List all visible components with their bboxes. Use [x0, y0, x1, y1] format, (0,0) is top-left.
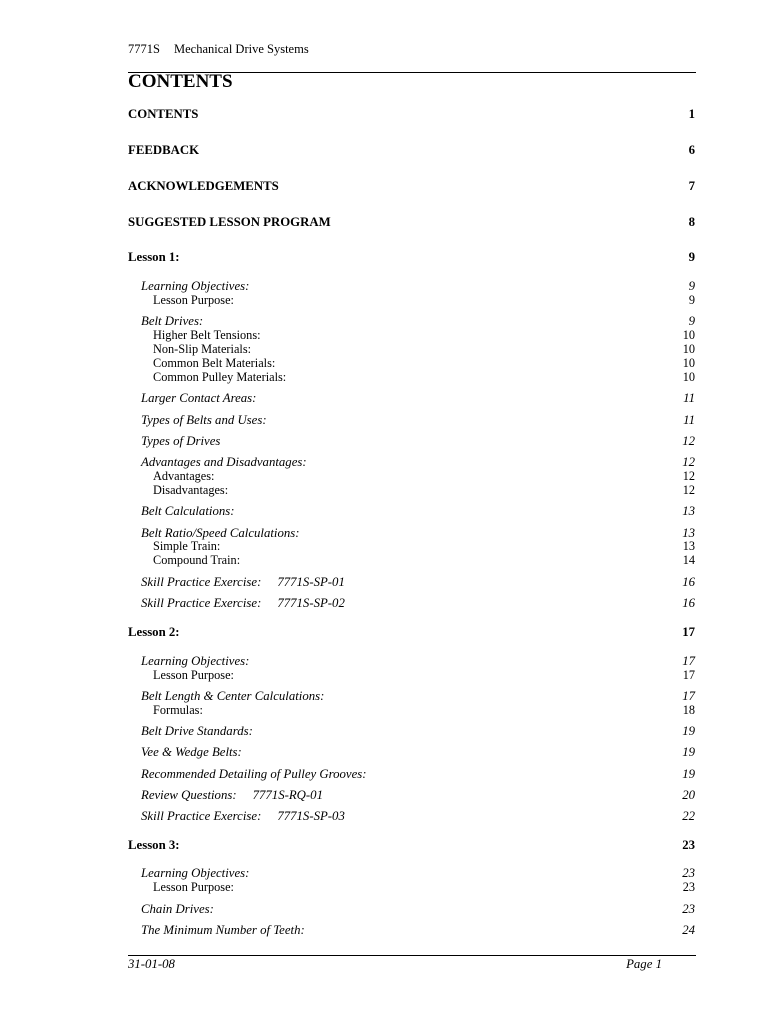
- toc-entry-title: Belt Ratio/Speed Calculations:: [141, 526, 300, 540]
- toc-entry-title: Non-Slip Materials:: [153, 342, 252, 356]
- toc-entry-title: Learning Objectives:: [141, 279, 250, 293]
- toc-entry-title: Lesson 2:: [128, 625, 180, 639]
- toc-entry-title: ACKNOWLEDGEMENTS: [128, 179, 279, 193]
- toc-entry-page: 13: [682, 526, 695, 540]
- toc-entry-page: 23: [682, 838, 695, 852]
- toc-entry-page: 9: [688, 279, 695, 293]
- toc-entry[interactable]: [0, 250, 768, 266]
- toc-entry-page: 10: [682, 342, 695, 356]
- toc-entry-title: Common Belt Materials:: [153, 356, 276, 370]
- toc-entry[interactable]: [0, 413, 768, 429]
- toc-entry[interactable]: [0, 434, 768, 450]
- toc-entry[interactable]: [0, 179, 768, 195]
- page-title: CONTENTS: [128, 71, 233, 92]
- toc-entry-page: 17: [682, 668, 695, 682]
- toc-entry[interactable]: [0, 745, 768, 761]
- toc-entry-page: 13: [682, 539, 695, 553]
- toc-entry[interactable]: [0, 809, 768, 825]
- toc-entry-page: 22: [682, 809, 695, 823]
- toc-entry-page: 9: [688, 293, 695, 307]
- toc-entry[interactable]: [0, 880, 768, 896]
- toc-entry-title-text: Review Questions:: [141, 788, 237, 802]
- toc-entry-title: Chain Drives:: [141, 902, 214, 916]
- toc-entry-title: SUGGESTED LESSON PROGRAM: [128, 215, 331, 229]
- toc-entry-title-text: Skill Practice Exercise:: [141, 575, 262, 589]
- exercise-ref: 7771S-SP-01: [277, 575, 345, 589]
- toc-entry-title: Advantages and Disadvantages:: [141, 455, 307, 469]
- toc-entry-page: 12: [682, 434, 695, 448]
- toc-entry-page: 23: [682, 866, 695, 880]
- toc-entry[interactable]: [0, 923, 768, 939]
- toc-entry-page: 9: [688, 314, 695, 328]
- toc-entry-page: 12: [682, 483, 695, 497]
- toc-entry-page: 14: [682, 553, 695, 567]
- toc-entry-title: Advantages:: [153, 469, 215, 483]
- toc-entry-title: Lesson 3:: [128, 838, 180, 852]
- toc-entry-title: Lesson Purpose:: [153, 293, 234, 307]
- toc-entry[interactable]: [0, 391, 768, 407]
- toc-entry-title: CONTENTS: [128, 107, 199, 121]
- toc-entry-title: [141, 575, 345, 590]
- toc-entry-title: Belt Length & Center Calculations:: [141, 689, 325, 703]
- toc-entry-title: Compound Train:: [153, 553, 241, 567]
- toc-entry-page: 17: [682, 625, 695, 639]
- toc-entry-title: Lesson Purpose:: [153, 880, 234, 894]
- toc-entry-page: 9: [688, 250, 695, 264]
- toc-entry[interactable]: [0, 504, 768, 520]
- footer-date: 31-01-08: [128, 957, 175, 971]
- toc-entry-title: Simple Train:: [153, 539, 221, 553]
- toc-entry-page: 19: [682, 745, 695, 759]
- toc-entry-title: Disadvantages:: [153, 483, 229, 497]
- toc-entry[interactable]: [0, 703, 768, 719]
- toc-entry[interactable]: [0, 838, 768, 854]
- toc-entry-title: Belt Drives:: [141, 314, 204, 328]
- toc-entry-title: [141, 788, 323, 803]
- toc-entry[interactable]: [0, 293, 768, 309]
- toc-entry-title: Recommended Detailing of Pulley Grooves:: [141, 767, 367, 781]
- toc-entry[interactable]: [0, 902, 768, 918]
- toc-entry[interactable]: [0, 143, 768, 159]
- footer-page-number: Page 1: [626, 957, 662, 971]
- toc-entry-page: 18: [682, 703, 695, 717]
- toc-entry[interactable]: [0, 553, 768, 569]
- toc-entry-title: Belt Drive Standards:: [141, 724, 253, 738]
- toc-entry-title: Larger Contact Areas:: [141, 391, 257, 405]
- toc-entry-title-text: Skill Practice Exercise:: [141, 596, 262, 610]
- toc-entry-title: Types of Belts and Uses:: [141, 413, 267, 427]
- toc-entry-title: Vee & Wedge Belts:: [141, 745, 242, 759]
- toc-entry-title: Learning Objectives:: [141, 654, 250, 668]
- toc-entry-page: 16: [682, 596, 695, 610]
- toc-entry-title: Types of Drives: [141, 434, 221, 448]
- course-title: Mechanical Drive Systems: [174, 42, 309, 56]
- toc-entry-page: 1: [688, 107, 695, 121]
- toc-entry[interactable]: [0, 483, 768, 499]
- exercise-ref: 7771S-RQ-01: [252, 788, 323, 802]
- toc-entry-page: 24: [682, 923, 695, 937]
- exercise-ref: 7771S-SP-03: [277, 809, 345, 823]
- toc-entry-page: 8: [688, 215, 695, 229]
- footer-rule: [128, 955, 696, 956]
- exercise-ref: 7771S-SP-02: [277, 596, 345, 610]
- toc-entry-title-text: Skill Practice Exercise:: [141, 809, 262, 823]
- toc-entry-page: 12: [682, 469, 695, 483]
- toc-entry[interactable]: [0, 788, 768, 804]
- toc-entry-page: 10: [682, 370, 695, 384]
- toc-entry[interactable]: [0, 215, 768, 231]
- course-code: 7771S: [128, 42, 160, 56]
- toc-entry-page: 20: [682, 788, 695, 802]
- toc-entry-title: Lesson Purpose:: [153, 668, 234, 682]
- toc-entry-title: [141, 596, 345, 611]
- toc-entry-page: 17: [682, 654, 695, 668]
- toc-entry-title: [141, 809, 345, 824]
- toc-entry[interactable]: [0, 107, 768, 123]
- toc-entry-page: 11: [683, 413, 695, 427]
- toc-entry-page: 23: [682, 880, 695, 894]
- toc-entry-page: 10: [682, 328, 695, 342]
- toc-entry-title: Formulas:: [153, 703, 203, 717]
- toc-entry-title: Higher Belt Tensions:: [153, 328, 261, 342]
- toc-entry-page: 7: [688, 179, 695, 193]
- toc-entry-page: 19: [682, 767, 695, 781]
- toc-entry[interactable]: [0, 370, 768, 386]
- toc-entry-page: 13: [682, 504, 695, 518]
- toc-entry[interactable]: [0, 625, 768, 641]
- toc-entry[interactable]: [0, 767, 768, 783]
- toc-entry-title: The Minimum Number of Teeth:: [141, 923, 305, 937]
- toc-entry-page: 6: [688, 143, 695, 157]
- toc-entry[interactable]: [0, 724, 768, 740]
- toc-entry-page: 12: [682, 455, 695, 469]
- toc-entry[interactable]: [0, 575, 768, 591]
- toc-entry-page: 11: [683, 391, 695, 405]
- running-header: [128, 42, 309, 57]
- toc-entry-page: 17: [682, 689, 695, 703]
- toc-entry[interactable]: [0, 668, 768, 684]
- toc-entry-title: Lesson 1:: [128, 250, 180, 264]
- toc-entry[interactable]: [0, 596, 768, 612]
- toc-entry-page: 10: [682, 356, 695, 370]
- toc-entry-page: 23: [682, 902, 695, 916]
- toc-entry-title: FEEDBACK: [128, 143, 200, 157]
- toc-entry-page: 19: [682, 724, 695, 738]
- toc-entry-title: Learning Objectives:: [141, 866, 250, 880]
- toc-entry-title: Belt Calculations:: [141, 504, 235, 518]
- toc-entry-page: 16: [682, 575, 695, 589]
- toc-entry-title: Common Pulley Materials:: [153, 370, 287, 384]
